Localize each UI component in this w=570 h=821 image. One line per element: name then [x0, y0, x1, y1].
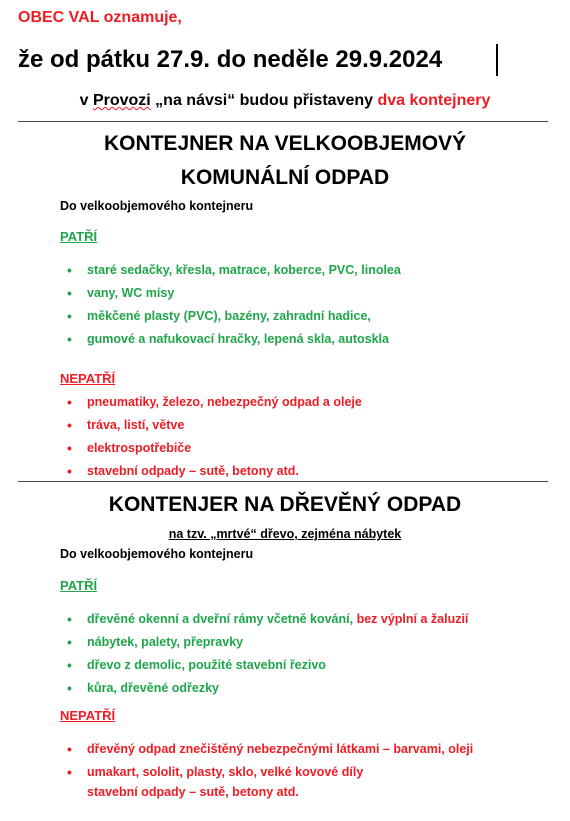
- list-item: • měkčené plasty (PVC), bazény, zahradní hadice,: [62, 305, 401, 328]
- placement-line: [0, 92, 570, 110]
- list-item: • kůra, dřevěné odřezky: [62, 677, 468, 700]
- wood-subtitle: na tzv. „mrtvé“ dřevo, zejména nábytek: [168, 527, 402, 541]
- bulky-belongs-label: PATŘÍ: [60, 229, 98, 244]
- list-item: [62, 608, 468, 631]
- list-item: • tráva, listí, větve: [62, 414, 362, 437]
- wood-intro: Do velkoobjemového kontejneru: [60, 547, 254, 561]
- wood-not-belongs-list: [62, 738, 473, 784]
- wood-not-belongs-trailing: stavební odpady – sutě, betony atd.: [87, 785, 299, 799]
- wood-title: KONTENJER NA DŘEVĚNÝ ODPAD: [108, 493, 462, 516]
- list-item-text: dřevěné okenní a dveřní rámy včetně kování,: [87, 612, 357, 626]
- wood-belongs-label: PATŘÍ: [60, 578, 98, 593]
- bulky-not-belongs-label: NEPATŘÍ: [60, 371, 116, 386]
- wood-not-belongs-label: NEPATŘÍ: [60, 708, 116, 723]
- bulky-not-belongs-list: [62, 391, 362, 483]
- list-item-exception: bez výplní a žaluzií: [356, 612, 469, 626]
- bulky-title-line1: KONTEJNER NA VELKOOBJEMOVÝ: [103, 132, 467, 155]
- announcer: OBEC VAL oznamuje,: [18, 9, 182, 26]
- list-item: • gumové a nafukovací hračky, lepená skla, autoskla: [62, 328, 401, 351]
- list-item: • elektrospotřebiče: [62, 437, 362, 460]
- wood-belongs-list: [62, 608, 468, 700]
- placement-location: Provozi: [92, 92, 151, 109]
- divider-middle: [18, 481, 548, 482]
- list-item: • umakart, sololit, plasty, sklo, velké kovové díly: [62, 761, 473, 784]
- headline: že od pátku 27.9. do neděle 29.9.2024: [18, 46, 443, 73]
- divider-top: [18, 121, 548, 122]
- placement-highlight: dva kontejnery: [377, 92, 491, 109]
- list-item: • staré sedačky, křesla, matrace, koberce, PVC, linolea: [62, 259, 401, 282]
- list-item: • dřevo z demolic, použité stavební řezivo: [62, 654, 468, 677]
- list-item: • dřevěný odpad znečištěný nebezpečnými látkami – barvami, oleji: [62, 738, 473, 761]
- list-item: • pneumatiky, železo, nebezpečný odpad a oleje: [62, 391, 362, 414]
- list-item: • nábytek, palety, přepravky: [62, 631, 468, 654]
- placement-prefix: v: [79, 92, 93, 109]
- bulky-intro: Do velkoobjemového kontejneru: [60, 199, 254, 213]
- list-item: • vany, WC mísy: [62, 282, 401, 305]
- bulky-belongs-list: [62, 259, 401, 351]
- text-cursor: [496, 44, 498, 76]
- bulky-title-line2: KOMUNÁLNÍ ODPAD: [180, 166, 390, 189]
- list-item: • stavební odpady – sutě, betony atd.: [62, 460, 362, 483]
- placement-middle: „na návsi“ budou přistaveny: [150, 92, 378, 109]
